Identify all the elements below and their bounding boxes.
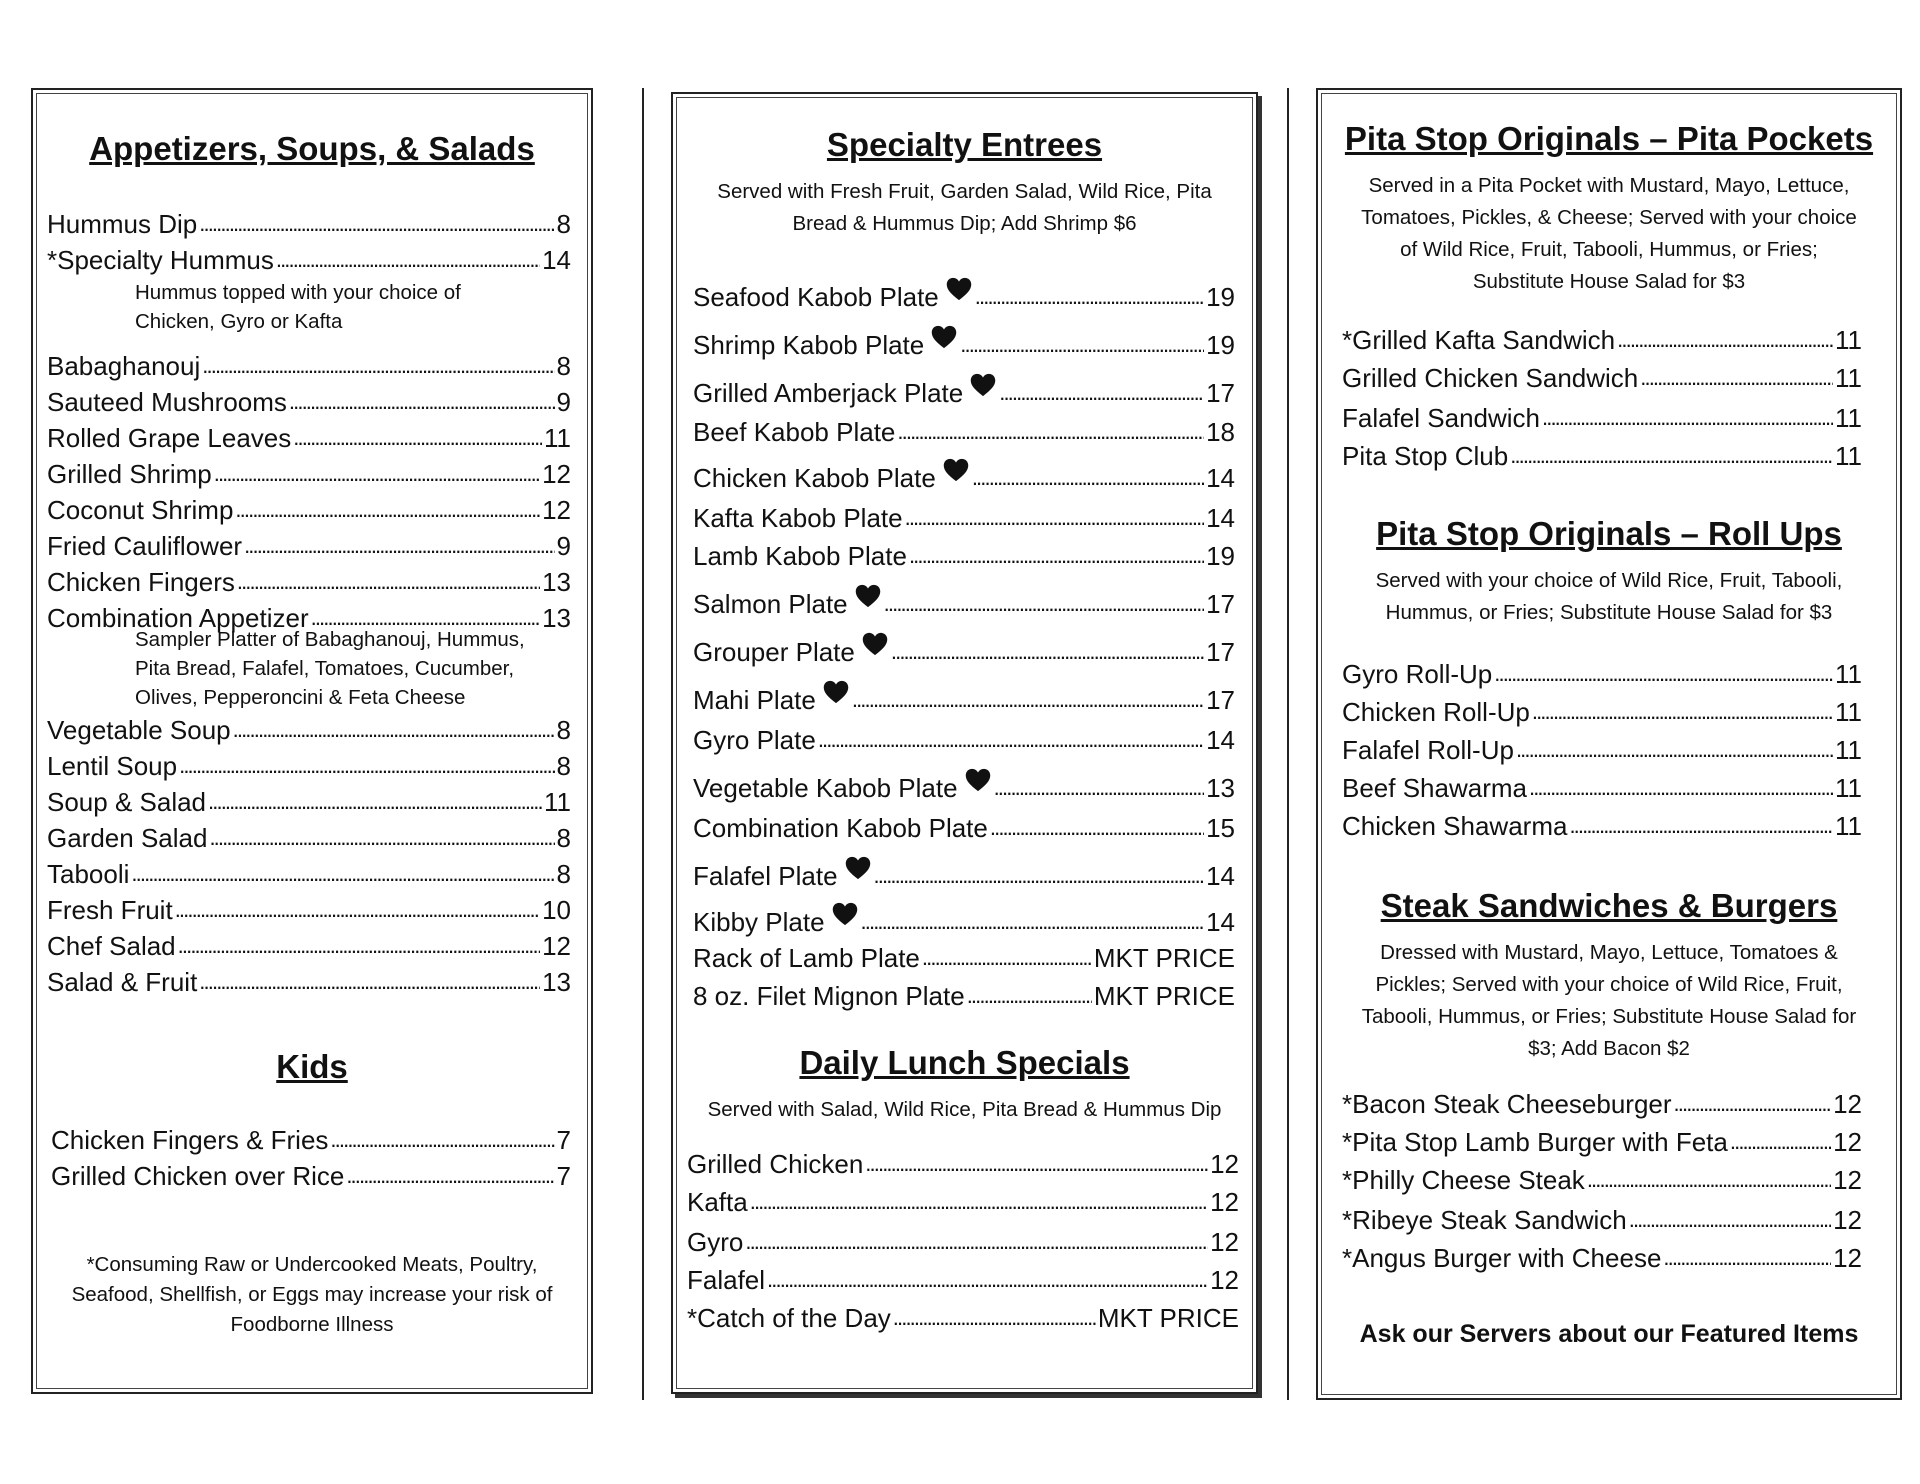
dot-leader (750, 1186, 1208, 1218)
featured-items-note: Ask our Servers about our Featured Items (1359, 1320, 1859, 1348)
appetizer-item (47, 494, 571, 526)
roll-up-item-price: 11 (1835, 811, 1862, 841)
steak-item (1342, 1164, 1862, 1196)
dot-leader (1674, 1088, 1832, 1120)
dot-leader (852, 684, 1204, 716)
roll-up-item (1342, 658, 1862, 690)
pita-pocket-item-price: 11 (1835, 441, 1862, 471)
lunch-item (687, 1186, 1239, 1218)
steak-item-name: *Bacon Steak Cheeseburger (1342, 1089, 1672, 1119)
appetizer-item-price: 8 (556, 751, 571, 781)
appetizer-item-name: Tabooli (47, 859, 130, 889)
entree-item (693, 980, 1235, 1012)
lunch-item-name: Falafel (687, 1265, 766, 1295)
steak-item-price: 12 (1833, 1089, 1862, 1119)
dot-leader (1532, 696, 1833, 728)
appetizer-item (47, 930, 571, 962)
dot-leader (960, 329, 1204, 361)
appetizer-item-price: 12 (542, 459, 571, 489)
appetizer-item-price: 8 (556, 351, 571, 381)
entree-item (693, 684, 1235, 716)
pita-pocket-item-name: *Grilled Kafta Sandwich (1342, 325, 1616, 355)
entree-item-price: 18 (1206, 417, 1235, 447)
pita-pocket-item (1342, 362, 1862, 394)
entree-item-price: 17 (1206, 685, 1235, 715)
dot-leader (1529, 772, 1833, 804)
kids-item-price: 7 (556, 1125, 571, 1155)
appetizer-item (47, 422, 571, 454)
dot-leader (922, 942, 1092, 974)
appetizer-item-name: Chicken Fingers (47, 567, 235, 597)
lunch-item-name: *Catch of the Day (687, 1303, 891, 1333)
steak-note: Dressed with Mustard, Mayo, Lettuce, Tomatoes & Pickles; Served with your choice of Wild Rice, Fruit, Tabooli, Hummus, or Fries; Substitute House Salad for $3; Add Bacon $2 (1361, 941, 1857, 1060)
dot-leader (276, 244, 540, 276)
heart-icon (945, 275, 973, 303)
entree-item (693, 281, 1235, 313)
steak-item (1342, 1088, 1862, 1120)
entree-item-price: 14 (1206, 861, 1235, 891)
entree-item (693, 540, 1235, 572)
dot-leader (237, 566, 540, 598)
dot-leader (179, 750, 554, 782)
entree-item-name: Grilled Amberjack Plate (693, 378, 964, 408)
entree-item-name: Seafood Kabob Plate (693, 282, 939, 312)
entree-item (693, 462, 1235, 494)
heart-icon (854, 582, 882, 610)
steak-item (1342, 1204, 1862, 1236)
entree-item (693, 772, 1235, 804)
entree-item-name: Mahi Plate (693, 685, 816, 715)
entree-item (693, 812, 1235, 844)
appetizer-item-name: Rolled Grape Leaves (47, 423, 292, 453)
entree-item-name: Salmon Plate (693, 589, 848, 619)
appetizer-item-name: Salad & Fruit (47, 967, 198, 997)
combination-appetizer-desc: Sampler Platter of Babaghanouj, Hummus, Pita Bread, Falafel, Tomatoes, Cucumber, Olives, Pepperoncini & Feta Cheese (135, 628, 525, 709)
dot-leader (1629, 1204, 1831, 1236)
appetizer-item-price: 8 (556, 209, 571, 239)
dot-leader (745, 1226, 1208, 1258)
appetizer-item (47, 714, 571, 746)
section-title-kids: Kids (276, 1048, 348, 1085)
entree-item (693, 942, 1235, 974)
roll-up-item (1342, 696, 1862, 728)
appetizer-item-price: 11 (544, 787, 571, 817)
appetizer-item-name: Chef Salad (47, 931, 176, 961)
appetizer-item-price: 10 (542, 895, 571, 925)
roll-up-item-name: Chicken Roll-Up (1342, 697, 1530, 727)
dot-leader (1587, 1164, 1831, 1196)
entree-item-price: 17 (1206, 589, 1235, 619)
roll-up-item (1342, 734, 1862, 766)
appetizer-item-price: 12 (542, 495, 571, 525)
kids-item (51, 1124, 571, 1156)
entree-item-name: Kibby Plate (693, 907, 825, 937)
steak-item-price: 12 (1833, 1205, 1862, 1235)
dot-leader (975, 281, 1204, 313)
entree-item-name: Beef Kabob Plate (693, 417, 896, 447)
heart-icon (964, 766, 992, 794)
entree-item-price: 14 (1206, 503, 1235, 533)
entree-item (693, 860, 1235, 892)
dot-leader (330, 1124, 554, 1156)
entree-item-price: MKT PRICE (1093, 981, 1235, 1011)
lunch-item-price: 12 (1210, 1187, 1239, 1217)
roll-up-item (1342, 810, 1862, 842)
dot-leader (175, 894, 540, 926)
dot-leader (1542, 402, 1833, 434)
lunch-item (687, 1302, 1239, 1334)
entree-item-price: 17 (1206, 378, 1235, 408)
appetizer-item (47, 208, 571, 240)
heart-icon (942, 456, 970, 484)
appetizer-item (47, 350, 571, 382)
dot-leader (967, 980, 1092, 1012)
section-title-lunch: Daily Lunch Specials (799, 1044, 1130, 1081)
heart-icon (822, 678, 850, 706)
dot-leader (235, 494, 540, 526)
panel-originals (1316, 88, 1902, 1400)
dot-leader (1617, 324, 1833, 356)
entree-item-price: 14 (1206, 907, 1235, 937)
entree-item-price: 17 (1206, 637, 1235, 667)
dot-leader (861, 906, 1205, 938)
dot-leader (990, 812, 1204, 844)
entree-item-name: Combination Kabob Plate (693, 813, 988, 843)
roll-up-item-name: Falafel Roll-Up (1342, 735, 1514, 765)
dot-leader (199, 208, 554, 240)
appetizer-item (47, 822, 571, 854)
entree-item-name: Chicken Kabob Plate (693, 463, 936, 493)
dot-leader (905, 502, 1204, 534)
dot-leader (999, 377, 1204, 409)
dot-leader (1663, 1242, 1831, 1274)
dot-leader (199, 966, 540, 998)
entree-item (693, 588, 1235, 620)
dot-leader (178, 930, 540, 962)
appetizer-item (47, 244, 571, 276)
entree-item-name: Lamb Kabob Plate (693, 541, 907, 571)
entree-item-name: Rack of Lamb Plate (693, 943, 920, 973)
lunch-item-price: 12 (1210, 1227, 1239, 1257)
heart-icon (969, 371, 997, 399)
appetizer-item (47, 386, 571, 418)
dot-leader (1494, 658, 1833, 690)
appetizer-item (47, 566, 571, 598)
appetizer-item (47, 786, 571, 818)
lunch-item-price: 12 (1210, 1149, 1239, 1179)
lunch-item-price: 12 (1210, 1265, 1239, 1295)
section-title-entrees: Specialty Entrees (826, 126, 1103, 163)
appetizer-item (47, 458, 571, 490)
lunch-item-price: MKT PRICE (1097, 1303, 1239, 1333)
pita-pocket-item (1342, 402, 1862, 434)
entree-item-name: Kafta Kabob Plate (693, 503, 903, 533)
steak-item (1342, 1242, 1862, 1274)
appetizer-item-name: Fried Cauliflower (47, 531, 243, 561)
pita-pocket-item-price: 11 (1835, 403, 1862, 433)
section-title-roll-ups: Pita Stop Originals – Roll Ups (1376, 515, 1842, 552)
appetizer-item-price: 8 (556, 823, 571, 853)
lunch-item-name: Grilled Chicken (687, 1149, 864, 1179)
appetizer-item (47, 894, 571, 926)
steak-item (1342, 1126, 1862, 1158)
pita-pocket-item (1342, 440, 1862, 472)
kids-item-name: Chicken Fingers & Fries (51, 1125, 329, 1155)
heart-icon (831, 900, 859, 928)
appetizer-item-price: 9 (556, 531, 571, 561)
dot-leader (874, 860, 1205, 892)
lunch-item (687, 1148, 1239, 1180)
panel-entrees (671, 92, 1258, 1394)
lunch-item-name: Gyro (687, 1227, 744, 1257)
appetizer-item-name: Babaghanouj (47, 351, 201, 381)
disclaimer: *Consuming Raw or Undercooked Meats, Poultry, Seafood, Shellfish, or Eggs may increase your risk of Foodborne Illness (71, 1253, 553, 1336)
entree-item (693, 377, 1235, 409)
dot-leader (1510, 440, 1833, 472)
entree-item (693, 502, 1235, 534)
dot-leader (1640, 362, 1833, 394)
roll-up-item-price: 11 (1835, 659, 1862, 689)
steak-item-name: *Philly Cheese Steak (1342, 1165, 1585, 1195)
steak-item-price: 12 (1833, 1127, 1862, 1157)
section-title-steak: Steak Sandwiches & Burgers (1380, 887, 1838, 924)
roll-up-item (1342, 772, 1862, 804)
pita-pockets-note: Served in a Pita Pocket with Mustard, Mayo, Lettuce, Tomatoes, Pickles, & Cheese; Served with your choice of Wild Rice, Fruit, Tabooli, Hummus, or Fries; Substitute House Salad for $3 (1361, 174, 1857, 293)
dot-leader (293, 422, 542, 454)
dot-leader (131, 858, 554, 890)
appetizer-item-name: Garden Salad (47, 823, 208, 853)
appetizer-item-price: 13 (542, 967, 571, 997)
dot-leader (818, 724, 1204, 756)
appetizer-item-name: Fresh Fruit (47, 895, 173, 925)
lunch-note: Served with Salad, Wild Rice, Pita Bread & Hummus Dip (707, 1098, 1222, 1121)
dot-leader (891, 636, 1204, 668)
pita-pocket-item-price: 11 (1835, 363, 1862, 393)
entree-item (693, 636, 1235, 668)
appetizer-item-name: Vegetable Soup (47, 715, 231, 745)
lunch-item-name: Kafta (687, 1187, 748, 1217)
appetizer-item-name: Sauteed Mushrooms (47, 387, 287, 417)
appetizer-item (47, 750, 571, 782)
appetizer-item-name: Lentil Soup (47, 751, 178, 781)
entree-item (693, 724, 1235, 756)
entrees-note: Served with Fresh Fruit, Garden Salad, Wild Rice, Pita Bread & Hummus Dip; Add Shrimp $6 (717, 180, 1212, 235)
pita-pocket-item-name: Falafel Sandwich (1342, 403, 1540, 433)
entree-item-price: MKT PRICE (1093, 943, 1235, 973)
dot-leader (909, 540, 1204, 572)
entree-item-price: 19 (1206, 282, 1235, 312)
appetizer-item-price: 8 (556, 715, 571, 745)
pita-pocket-item-price: 11 (1835, 325, 1862, 355)
appetizer-item-name: *Specialty Hummus (47, 245, 274, 275)
entree-item (693, 416, 1235, 448)
appetizer-item (47, 966, 571, 998)
steak-item-name: *Ribeye Steak Sandwich (1342, 1205, 1627, 1235)
dot-leader (202, 350, 554, 382)
dot-leader (1730, 1126, 1831, 1158)
entree-item (693, 906, 1235, 938)
roll-up-item-name: Chicken Shawarma (1342, 811, 1568, 841)
steak-item-name: *Angus Burger with Cheese (1342, 1243, 1662, 1273)
dot-leader (994, 772, 1205, 804)
divider-right (1287, 88, 1289, 1400)
dot-leader (214, 458, 540, 490)
appetizer-item-name: Grilled Shrimp (47, 459, 212, 489)
panel-appetizers (31, 88, 593, 1394)
appetizer-item-name: Soup & Salad (47, 787, 207, 817)
appetizer-item-price: 13 (542, 603, 571, 633)
entree-item-price: 19 (1206, 330, 1235, 360)
roll-up-item-price: 11 (1835, 697, 1862, 727)
entree-item (693, 329, 1235, 361)
dot-leader (346, 1160, 554, 1192)
dot-leader (209, 822, 554, 854)
lunch-item (687, 1264, 1239, 1296)
divider-left (642, 88, 644, 1400)
entree-item-name: 8 oz. Filet Mignon Plate (693, 981, 965, 1011)
dot-leader (884, 588, 1204, 620)
pita-pocket-item (1342, 324, 1862, 356)
appetizer-item-price: 11 (544, 423, 571, 453)
heart-icon (861, 630, 889, 658)
appetizer-item-name: Coconut Shrimp (47, 495, 234, 525)
roll-ups-note: Served with your choice of Wild Rice, Fruit, Tabooli, Hummus, or Fries; Substitute House Salad for $3 (1375, 569, 1843, 624)
entree-item-name: Grouper Plate (693, 637, 855, 667)
dot-leader (865, 1148, 1208, 1180)
entree-item-price: 13 (1206, 773, 1235, 803)
entree-item-name: Shrimp Kabob Plate (693, 330, 925, 360)
pita-pocket-item-name: Pita Stop Club (1342, 441, 1509, 471)
appetizer-item-price: 12 (542, 931, 571, 961)
kids-item-price: 7 (556, 1161, 571, 1191)
kids-item (51, 1160, 571, 1192)
dot-leader (1569, 810, 1833, 842)
entree-item-price: 15 (1206, 813, 1235, 843)
dot-leader (893, 1302, 1096, 1334)
appetizer-item (47, 858, 571, 890)
dot-leader (897, 416, 1204, 448)
lunch-item (687, 1226, 1239, 1258)
roll-up-item-price: 11 (1835, 735, 1862, 765)
entree-item-name: Falafel Plate (693, 861, 838, 891)
entree-item-price: 19 (1206, 541, 1235, 571)
roll-up-item-name: Gyro Roll-Up (1342, 659, 1493, 689)
entree-item-name: Gyro Plate (693, 725, 816, 755)
heart-icon (844, 854, 872, 882)
appetizer-item-price: 13 (542, 567, 571, 597)
appetizer-item-name: Hummus Dip (47, 209, 198, 239)
steak-item-name: *Pita Stop Lamb Burger with Feta (1342, 1127, 1728, 1157)
heart-icon (930, 323, 958, 351)
kids-item-name: Grilled Chicken over Rice (51, 1161, 345, 1191)
roll-up-item-name: Beef Shawarma (1342, 773, 1527, 803)
steak-item-price: 12 (1833, 1165, 1862, 1195)
dot-leader (289, 386, 555, 418)
dot-leader (233, 714, 555, 746)
entree-item-price: 14 (1206, 463, 1235, 493)
dot-leader (767, 1264, 1208, 1296)
appetizer-item-price: 8 (556, 859, 571, 889)
entree-item-name: Vegetable Kabob Plate (693, 773, 958, 803)
appetizer-item-price: 9 (556, 387, 571, 417)
dot-leader (1516, 734, 1833, 766)
entree-item-price: 14 (1206, 725, 1235, 755)
section-title-pita-pockets: Pita Stop Originals – Pita Pockets (1344, 120, 1874, 157)
dot-leader (244, 530, 554, 562)
appetizer-item-price: 14 (542, 245, 571, 275)
appetizer-item (47, 530, 571, 562)
pita-pocket-item-name: Grilled Chicken Sandwich (1342, 363, 1639, 393)
section-title-appetizers: Appetizers, Soups, & Salads (89, 130, 535, 167)
dot-leader (972, 462, 1204, 494)
specialty-hummus-desc: Hummus topped with your choice of Chicken, Gyro or Kafta (135, 281, 461, 333)
appetizer-item-name: Combination Appetizer (47, 603, 309, 633)
steak-item-price: 12 (1833, 1243, 1862, 1273)
dot-leader (208, 786, 542, 818)
roll-up-item-price: 11 (1835, 773, 1862, 803)
